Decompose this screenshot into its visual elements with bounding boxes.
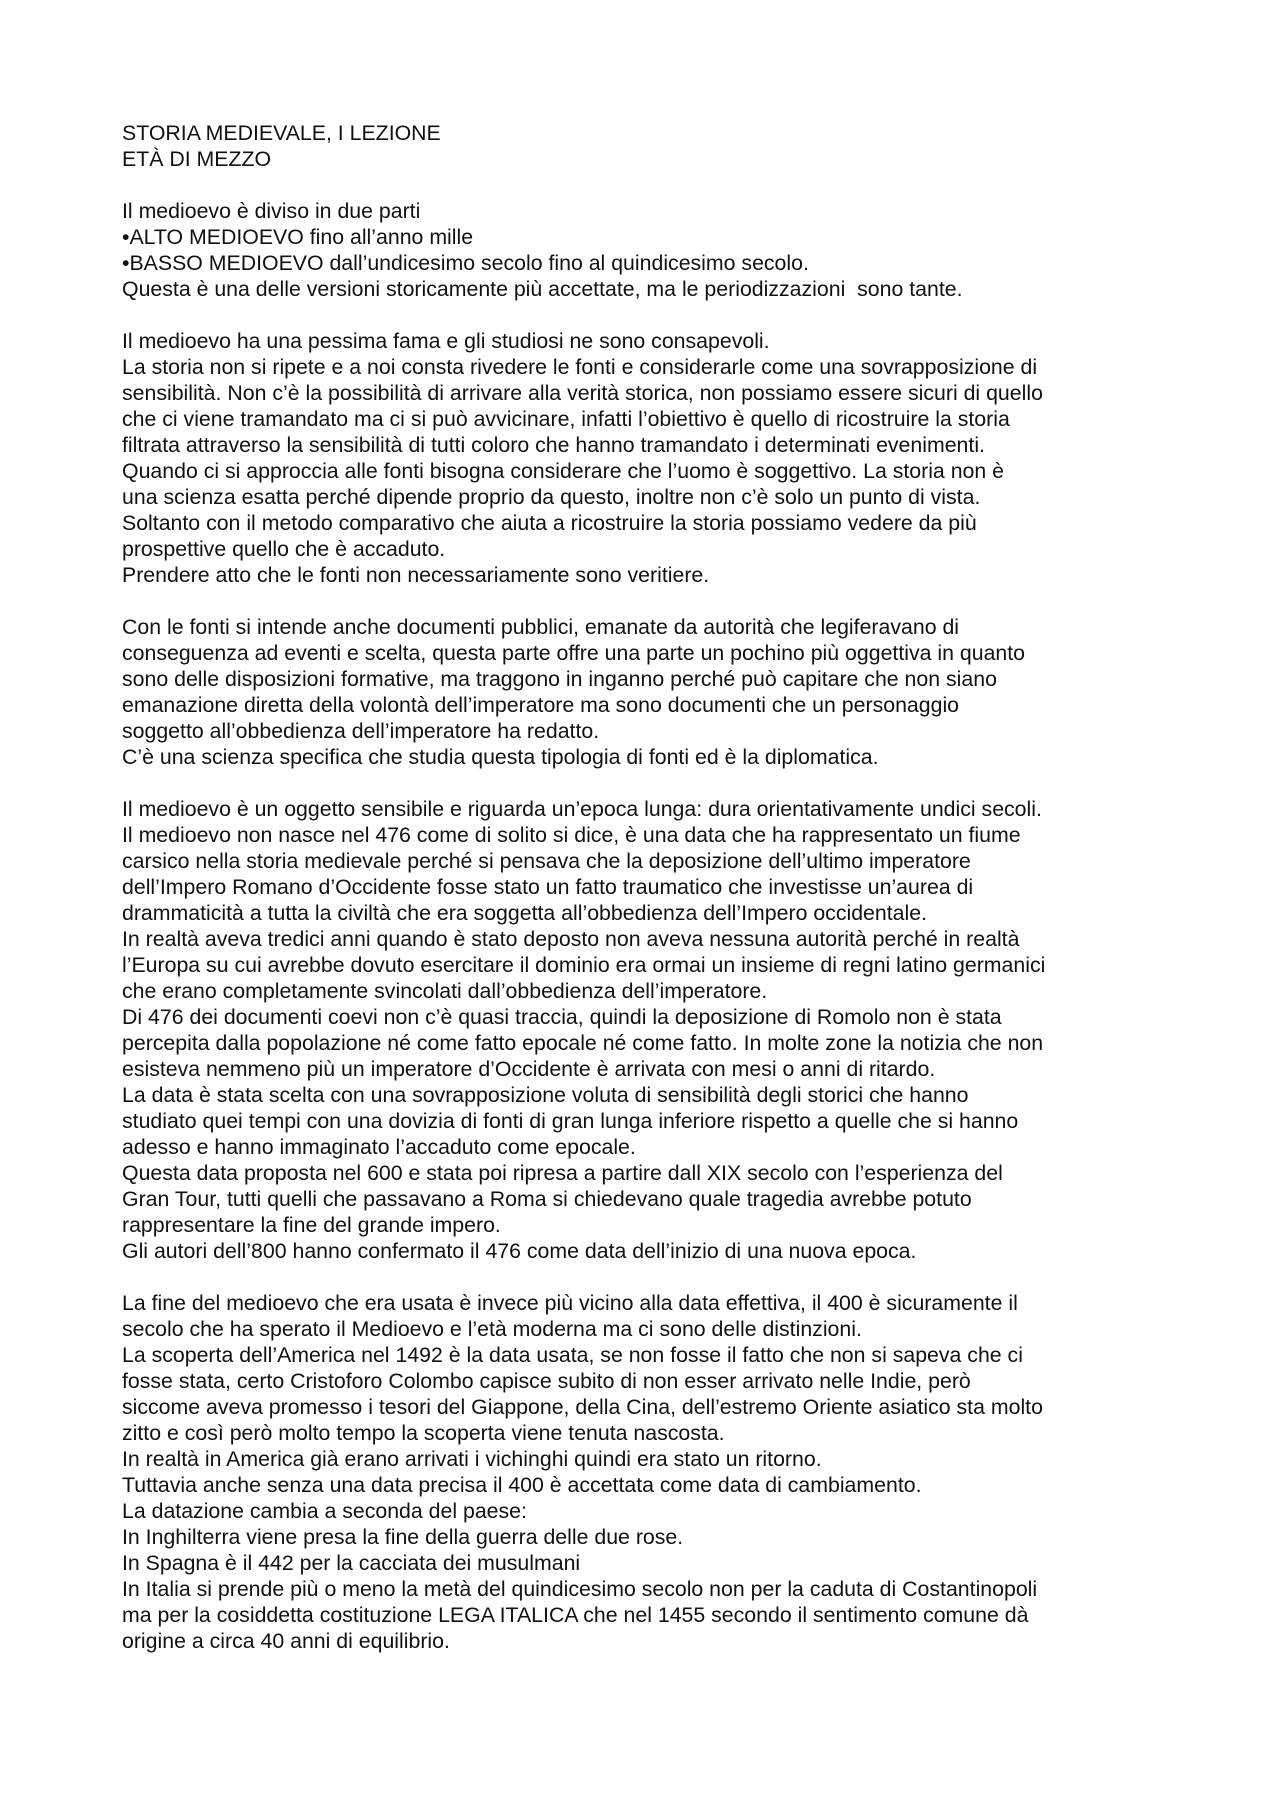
text-line: Gli autori dell’800 hanno confermato il 476 come data dell’inizio di una nuova epoca.	[122, 1239, 917, 1263]
text-line: dell’Impero Romano d’Occidente fosse stato un fatto traumatico che investisse un’aurea di	[122, 875, 974, 899]
text-line: •ALTO MEDIOEVO fino all’anno mille	[122, 225, 474, 249]
text-line: filtrata attraverso la sensibilità di tutti coloro che hanno tramandato i determinati evenimenti.	[122, 433, 985, 457]
text-line: l’Europa su cui avrebbe dovuto esercitare il dominio era ormai un insieme di regni latino germanici	[122, 953, 1046, 977]
text-line: La data è stata scelta con una sovrapposizione voluta di sensibilità degli storici che hanno	[122, 1083, 969, 1107]
text-line: adesso e hanno immaginato l’accaduto come epocale.	[122, 1135, 636, 1159]
document-subtitle: ETÀ DI MEZZO	[122, 147, 272, 171]
text-line: una scienza esatta perché dipende proprio da questo, inoltre non c’è solo un punto di vista.	[122, 485, 981, 509]
paragraph	[122, 328, 1182, 588]
text-line: emanazione diretta della volontà dell’imperatore ma sono documenti che un personaggio	[122, 693, 960, 717]
text-line: Gran Tour, tutti quelli che passavano a Roma si chiedevano quale tragedia avrebbe potuto	[122, 1187, 972, 1211]
text-line: Con le fonti si intende anche documenti pubblici, emanate da autorità che legiferavano di	[122, 615, 960, 639]
text-line: La scoperta dell’America nel 1492 è la data usata, se non fosse il fatto che non si sapeva che ci	[122, 1343, 1023, 1367]
text-line: zitto e così però molto tempo la scoperta viene tenuta nascosta.	[122, 1421, 725, 1445]
text-line: In Spagna è il 442 per la cacciata dei musulmani	[122, 1551, 581, 1575]
paragraph-gap	[122, 302, 1182, 328]
text-line: Il medioevo è un oggetto sensibile e riguarda un’epoca lunga: dura orientativamente undici secoli.	[122, 797, 1042, 821]
paragraph-gap	[122, 588, 1182, 614]
text-line: Questa data proposta nel 600 e stata poi ripresa a partire dall XIX secolo con l’esperienza del	[122, 1161, 1003, 1185]
text-line: La datazione cambia a seconda del paese:	[122, 1499, 527, 1523]
text-line: Il medioevo non nasce nel 476 come di solito si dice, è una data che ha rappresentato un fiume	[122, 823, 1021, 847]
text-line: secolo che ha sperato il Medioevo e l’età moderna ma ci sono delle distinzioni.	[122, 1317, 862, 1341]
text-line: soggetto all’obbedienza dell’imperatore ha redatto.	[122, 719, 600, 743]
text-line: Il medioevo ha una pessima fama e gli studiosi ne sono consapevoli.	[122, 329, 770, 353]
text-line: Questa è una delle versioni storicamente più accettate, ma le periodizzazioni sono tante.	[122, 277, 963, 301]
paragraph-gap	[122, 1264, 1182, 1290]
text-line: percepita dalla popolazione né come fatto epocale né come fatto. In molte zone la notizia che non	[122, 1031, 1044, 1055]
text-line: carsico nella storia medievale perché si pensava che la deposizione dell’ultimo imperatore	[122, 849, 971, 873]
text-line: Quando ci si approccia alle fonti bisogna considerare che l’uomo è soggettivo. La storia non è	[122, 459, 1004, 483]
text-line: che ci viene tramandato ma ci si può avvicinare, infatti l’obiettivo è quello di ricostruire la storia	[122, 407, 1010, 431]
paragraph-gap	[122, 172, 1182, 198]
text-line: conseguenza ad eventi e scelta, questa parte offre una parte un pochino più oggettiva in quanto	[122, 641, 1026, 665]
text-line: origine a circa 40 anni di equilibrio.	[122, 1629, 450, 1653]
text-line: •BASSO MEDIOEVO dall’undicesimo secolo fino al quindicesimo secolo.	[122, 251, 809, 275]
paragraph	[122, 796, 1182, 1264]
text-line: drammaticità a tutta la civiltà che era soggetta all’obbedienza dell’Impero occidentale.	[122, 901, 927, 925]
text-line: Soltanto con il metodo comparativo che aiuta a ricostruire la storia possiamo vedere da più	[122, 511, 977, 535]
text-line: In Inghilterra viene presa la fine della guerra delle due rose.	[122, 1525, 684, 1549]
paragraph	[122, 614, 1182, 770]
text-line: Tuttavia anche senza una data precisa il 400 è accettata come data di cambiamento.	[122, 1473, 922, 1497]
text-line: siccome aveva promesso i tesori del Giappone, della Cina, dell’estremo Oriente asiatico sta molto	[122, 1395, 1043, 1419]
text-line: In realtà in America già erano arrivati i vichinghi quindi era stato un ritorno.	[122, 1447, 822, 1471]
text-line: esisteva nemmeno più un imperatore d’Occidente è arrivata con mesi o anni di ritardo.	[122, 1057, 936, 1081]
paragraph	[122, 198, 1182, 302]
text-line: La fine del medioevo che era usata è invece più vicino alla data effettiva, il 400 è sicuramente il	[122, 1291, 1018, 1315]
document-body	[122, 198, 1182, 1654]
text-line: ma per la cosiddetta costituzione LEGA ITALICA che nel 1455 secondo il sentimento comune dà	[122, 1603, 1029, 1627]
paragraph-gap	[122, 770, 1182, 796]
text-line: che erano completamente svincolati dall’obbedienza dell’imperatore.	[122, 979, 768, 1003]
document-page	[122, 120, 1182, 1654]
text-line: prospettive quello che è accaduto.	[122, 537, 446, 561]
paragraph	[122, 1290, 1182, 1654]
text-line: La storia non si ripete e a noi consta rivedere le fonti e considerarle come una sovrapposizione di	[122, 355, 1038, 379]
text-line: Prendere atto che le fonti non necessariamente sono veritiere.	[122, 563, 710, 587]
text-line: sensibilità. Non c’è la possibilità di arrivare alla verità storica, non possiamo essere sicuri di quello	[122, 381, 1043, 405]
text-line: Il medioevo è diviso in due parti	[122, 199, 421, 223]
text-line: In Italia si prende più o meno la metà del quindicesimo secolo non per la caduta di Costantinopoli	[122, 1577, 1038, 1601]
text-line: fosse stata, certo Cristoforo Colombo capisce subito di non esser arrivato nelle Indie, però	[122, 1369, 971, 1393]
text-line: Di 476 dei documenti coevi non c’è quasi traccia, quindi la deposizione di Romolo non è stata	[122, 1005, 1002, 1029]
text-line: C’è una scienza specifica che studia questa tipologia di fonti ed è la diplomatica.	[122, 745, 879, 769]
document-title: STORIA MEDIEVALE, I LEZIONE	[122, 121, 441, 145]
text-line: rappresentare la fine del grande impero.	[122, 1213, 501, 1237]
text-line: studiato quei tempi con una dovizia di fonti di gran lunga inferiore rispetto a quelle che si hanno	[122, 1109, 1019, 1133]
text-line: In realtà aveva tredici anni quando è stato deposto non aveva nessuna autorità perché in realtà	[122, 927, 1020, 951]
text-line: sono delle disposizioni formative, ma traggono in inganno perché può capitare che non siano	[122, 667, 997, 691]
